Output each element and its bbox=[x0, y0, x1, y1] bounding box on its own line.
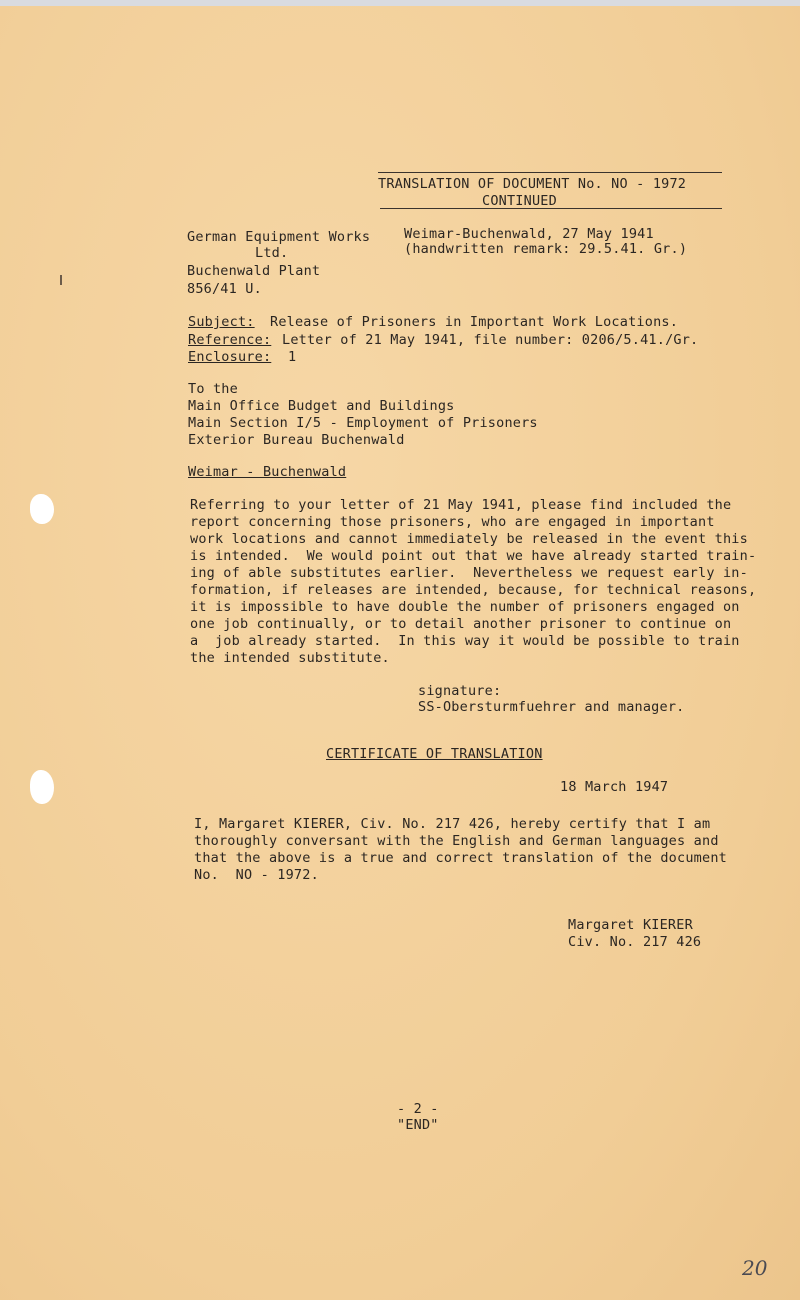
recipient-line-3: Main Section I/5 - Employment of Prisoners bbox=[188, 415, 538, 431]
punch-hole-lower bbox=[30, 770, 54, 804]
subject-text: Release of Prisoners in Important Work Locations. bbox=[270, 314, 679, 330]
sender-line-1: German Equipment Works bbox=[187, 229, 371, 245]
body-line: one job continually, or to detail another prisoner to continue on bbox=[190, 616, 732, 632]
enclosure-label: Enclosure: bbox=[188, 349, 272, 365]
page-number: - 2 - bbox=[397, 1101, 439, 1117]
recipient-location: Weimar - Buchenwald bbox=[188, 464, 347, 480]
body-line: formation, if releases are intended, because, for technical reasons, bbox=[190, 582, 757, 598]
handwritten-remark: (handwritten remark: 29.5.41. Gr.) bbox=[404, 241, 688, 257]
header-bottom-rule bbox=[380, 208, 722, 209]
certificate-date: 18 March 1947 bbox=[560, 779, 669, 795]
header-top-rule bbox=[378, 172, 722, 173]
sender-line-2: Ltd. bbox=[255, 245, 289, 261]
enclosure-text: 1 bbox=[288, 349, 297, 365]
reference-label: Reference: bbox=[188, 332, 272, 348]
signature-label: signature: bbox=[418, 683, 502, 699]
body-line: it is impossible to have double the number of prisoners engaged on bbox=[190, 599, 740, 615]
body-line: a job already started. In this way it would be possible to train bbox=[190, 633, 740, 649]
signer-name: Margaret KIERER bbox=[568, 917, 693, 933]
body-line: is intended. We would point out that we have already started train- bbox=[190, 548, 757, 564]
certificate-heading: CERTIFICATE OF TRANSLATION bbox=[326, 746, 543, 762]
document-subtitle: CONTINUED bbox=[482, 193, 557, 209]
body-line: ing of able substitutes earlier. Nevertheless we request early in- bbox=[190, 565, 748, 581]
recipient-line-4: Exterior Bureau Buchenwald bbox=[188, 432, 405, 448]
subject-label: Subject: bbox=[188, 314, 255, 330]
sender-line-4: 856/41 U. bbox=[187, 281, 262, 297]
scan-edge bbox=[0, 0, 800, 6]
certificate-line: No. NO - 1972. bbox=[194, 867, 319, 883]
signature-title: SS-Obersturmfuehrer and manager. bbox=[418, 699, 685, 715]
recipient-line-1: To the bbox=[188, 381, 238, 397]
certificate-line: thoroughly conversant with the English and German languages and bbox=[194, 833, 719, 849]
body-line: work locations and cannot immediately be released in the event this bbox=[190, 531, 748, 547]
recipient-line-2: Main Office Budget and Buildings bbox=[188, 398, 455, 414]
reference-text: Letter of 21 May 1941, file number: 0206/5.41./Gr. bbox=[282, 332, 699, 348]
margin-mark bbox=[60, 275, 62, 285]
end-marker: "END" bbox=[397, 1117, 439, 1133]
body-line: the intended substitute. bbox=[190, 650, 390, 666]
body-line: Referring to your letter of 21 May 1941, please find included the bbox=[190, 497, 732, 513]
certificate-line: I, Margaret KIERER, Civ. No. 217 426, hereby certify that I am bbox=[194, 816, 711, 832]
certificate-line: that the above is a true and correct translation of the document bbox=[194, 850, 727, 866]
signer-id: Civ. No. 217 426 bbox=[568, 934, 702, 950]
punch-hole-upper bbox=[30, 494, 54, 524]
handwritten-page-number: 20 bbox=[742, 1256, 768, 1280]
sender-line-3: Buchenwald Plant bbox=[187, 263, 321, 279]
body-line: report concerning those prisoners, who are engaged in important bbox=[190, 514, 715, 530]
document-title: TRANSLATION OF DOCUMENT No. NO - 1972 bbox=[378, 176, 687, 192]
place-date: Weimar-Buchenwald, 27 May 1941 bbox=[404, 226, 654, 242]
